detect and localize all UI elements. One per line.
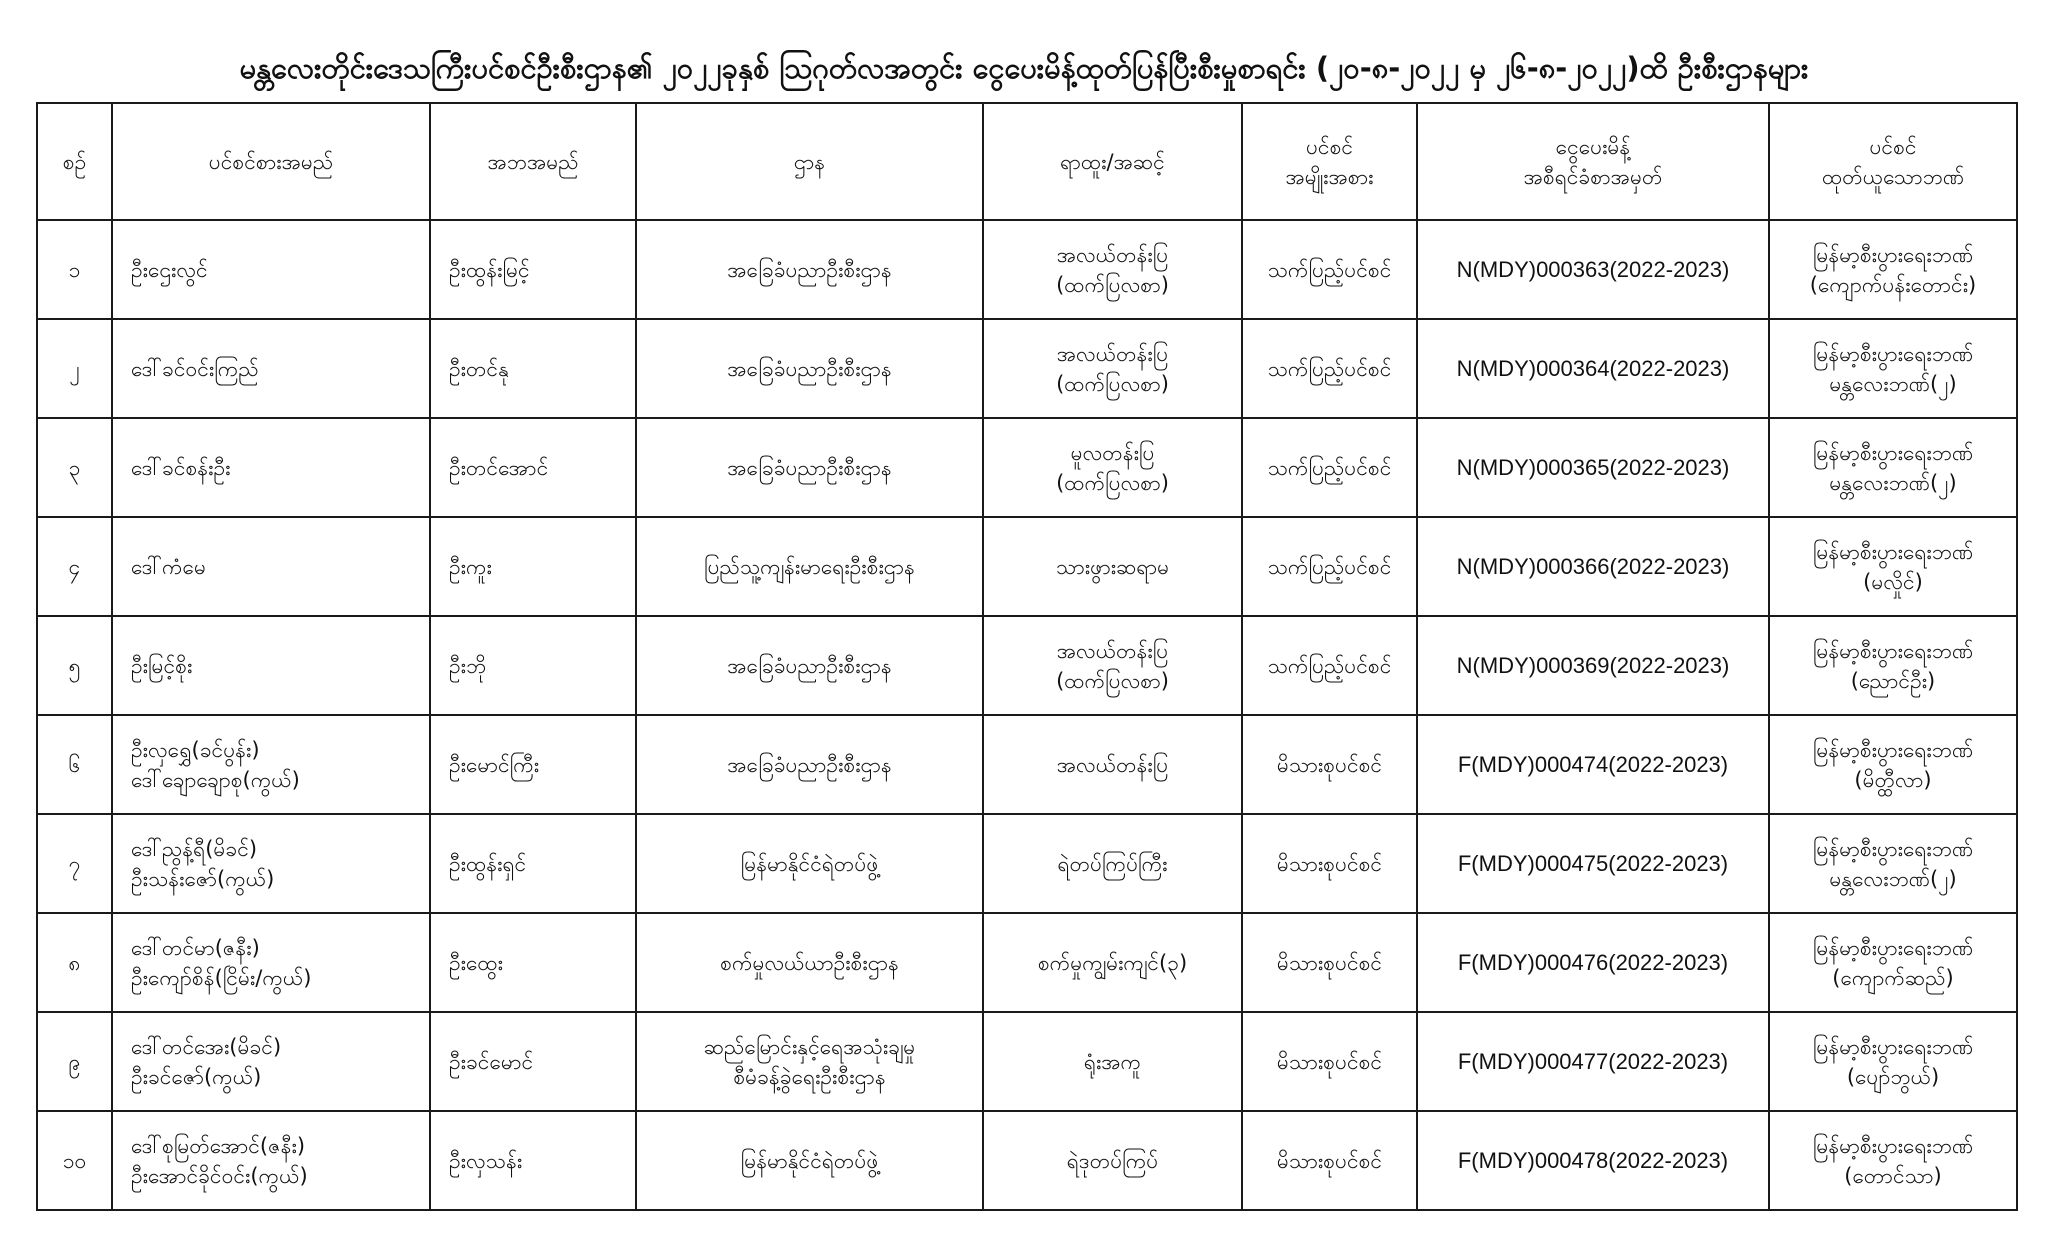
bank-name: မြန်မာ့စီးပွားရေးဘဏ် — [1812, 341, 1974, 366]
cell-order-no: F(MDY)000477(2022-2023) — [1417, 1012, 1769, 1111]
cell-order-no: N(MDY)000369(2022-2023) — [1417, 616, 1769, 715]
pensioner-name: ဦးလှရွှေ(ခင်ပွန်း) — [131, 737, 260, 762]
rank-line-1: ရဲဒုတပ်ကြပ် — [1066, 1148, 1159, 1173]
header-order-no — [1417, 103, 1769, 220]
cell-no: ၈ — [37, 913, 112, 1012]
cell-order-no: F(MDY)000478(2022-2023) — [1417, 1111, 1769, 1210]
cell-department — [636, 517, 983, 616]
cell-order-no: N(MDY)000363(2022-2023) — [1417, 220, 1769, 319]
department-line-1: အခြေခံပညာဦးစီးဌာန — [727, 455, 892, 480]
cell-no: ၂ — [37, 319, 112, 418]
department-line-1: မြန်မာနိုင်ငံရဲတပ်ဖွဲ့ — [740, 851, 879, 876]
pensioner-name: ဒေါ်စုမြတ်အောင်(ဇနီး) — [131, 1133, 306, 1158]
cell-bank — [1769, 616, 2017, 715]
pensioner-name: ဒေါ်ညွန့်ရီ(မိခင်) — [131, 836, 258, 861]
bank-branch: (ကျောက်ဆည်) — [1832, 965, 1954, 990]
cell-pensioner — [112, 814, 430, 913]
rank-line-1: အလယ်တန်းပြ — [1056, 638, 1169, 663]
pensioner-name: ဒေါ်တင်အေး(မိခင်) — [131, 1034, 282, 1059]
cell-bank — [1769, 814, 2017, 913]
rank-line-2: (ထက်ပြလစာ) — [1056, 371, 1169, 396]
header-pension-type — [1242, 103, 1417, 220]
rank-line-2: (ထက်ပြလစာ) — [1056, 272, 1169, 297]
cell-rank — [983, 517, 1242, 616]
cell-department — [636, 814, 983, 913]
cell-pensioner — [112, 616, 430, 715]
page-title: မန္တလေးတိုင်းဒေသကြီးပင်စင်ဦးစီးဌာန၏ ၂၀၂၂ခုနှစ် ဩဂုတ်လအတွင်း ငွေပေးမိန့်ထုတ်ပြန်ပြီးစီးမှုစာရင်း (၂၀-၈-၂၀၂၂ မှ ၂၆-၈-၂၀၂၂)ထိ ဦးစီးဌာနများ — [239, 51, 1809, 85]
bank-name: မြန်မာ့စီးပွားရေးဘဏ် — [1812, 539, 1974, 564]
table-row — [37, 616, 2017, 715]
cell-department — [636, 913, 983, 1012]
pensioner-deceased-name: ဒေါ်ချောချောစု(ကွယ်) — [131, 767, 300, 792]
cell-rank — [983, 220, 1242, 319]
cell-bank — [1769, 517, 2017, 616]
table-row — [37, 814, 2017, 913]
bank-branch: (မိတ္ထီလာ) — [1854, 767, 1932, 792]
cell-no: ၃ — [37, 418, 112, 517]
bank-name: မြန်မာ့စီးပွားရေးဘဏ် — [1812, 1034, 1974, 1059]
rank-line-1: မူလတန်းပြ — [1070, 440, 1155, 465]
header-order-no-line-1: ငွေပေးမိန့် — [1555, 134, 1631, 159]
bank-branch: မန္တလေးဘဏ်(၂) — [1829, 470, 1957, 495]
cell-no: ၉ — [37, 1012, 112, 1111]
header-rank: ရာထူး/အဆင့် — [983, 103, 1242, 220]
rank-line-1: အလယ်တန်းပြ — [1056, 341, 1169, 366]
cell-pension-type: မိသားစုပင်စင် — [1242, 814, 1417, 913]
cell-order-no: F(MDY)000475(2022-2023) — [1417, 814, 1769, 913]
header-pensioner: ပင်စင်စားအမည် — [112, 103, 430, 220]
cell-bank — [1769, 715, 2017, 814]
table-row — [37, 418, 2017, 517]
header-no: စဉ် — [37, 103, 112, 220]
department-line-1: စက်မှုလယ်ယာဦးစီးဌာန — [720, 950, 899, 975]
cell-pensioner — [112, 715, 430, 814]
department-line-1: ပြည်သူ့ကျန်းမာရေးဦးစီးဌာန — [704, 554, 915, 579]
cell-order-no: N(MDY)000364(2022-2023) — [1417, 319, 1769, 418]
department-line-1: အခြေခံပညာဦးစီးဌာန — [727, 752, 892, 777]
cell-pensioner — [112, 517, 430, 616]
cell-pensioner — [112, 1111, 430, 1210]
bank-branch: (ပျော်ဘွယ်) — [1846, 1064, 1940, 1089]
department-line-2: စီမံခန့်ခွဲရေးဦးစီးဌာန — [733, 1064, 886, 1089]
cell-father: ဦးတင်အောင် — [430, 418, 636, 517]
cell-department — [636, 616, 983, 715]
cell-father: ဦးတင်နု — [430, 319, 636, 418]
cell-department — [636, 1111, 983, 1210]
pensioner-name: ဦးဌေးလွင် — [131, 257, 208, 282]
pensioner-deceased-name: ဦးအောင်ခိုင်ဝင်း(ကွယ်) — [131, 1163, 308, 1188]
table-header-row — [37, 103, 2017, 220]
header-bank-line-1: ပင်စင် — [1869, 134, 1917, 159]
header-order-no-line-2: အစီရင်ခံစာအမှတ် — [1523, 164, 1663, 189]
header-pension-type-line-1: ပင်စင် — [1305, 134, 1354, 159]
table-row — [37, 1012, 2017, 1111]
cell-order-no: F(MDY)000474(2022-2023) — [1417, 715, 1769, 814]
cell-rank — [983, 913, 1242, 1012]
pensioner-name: ဒေါ်ခင်စန်းဦး — [131, 455, 231, 480]
rank-line-1: ရုံးအကူ — [1083, 1049, 1142, 1074]
bank-name: မြန်မာ့စီးပွားရေးဘဏ် — [1812, 1133, 1974, 1158]
pensioner-deceased-name: ဦးခင်ဇော်(ကွယ်) — [131, 1064, 262, 1089]
cell-pensioner — [112, 913, 430, 1012]
cell-bank — [1769, 1012, 2017, 1111]
cell-bank — [1769, 913, 2017, 1012]
cell-father: ဦးထွေး — [430, 913, 636, 1012]
cell-department — [636, 319, 983, 418]
header-father: အဘအမည် — [430, 103, 636, 220]
cell-department — [636, 220, 983, 319]
cell-father: ဦးမောင်ကြီး — [430, 715, 636, 814]
cell-order-no: N(MDY)000365(2022-2023) — [1417, 418, 1769, 517]
pensioner-name: ဒေါ်တင်မာ(ဇနီး) — [131, 935, 260, 960]
pensioner-name: ဒေါ်ကံမေ — [131, 554, 206, 579]
bank-name: မြန်မာ့စီးပွားရေးဘဏ် — [1812, 638, 1974, 663]
cell-no: ၁၀ — [37, 1111, 112, 1210]
rank-line-1: အလယ်တန်းပြ — [1056, 242, 1169, 267]
department-line-1: အခြေခံပညာဦးစီးဌာန — [727, 356, 892, 381]
cell-pension-type: မိသားစုပင်စင် — [1242, 1012, 1417, 1111]
cell-pensioner — [112, 1012, 430, 1111]
table-body — [37, 220, 2017, 1210]
rank-line-1: အလယ်တန်းပြ — [1056, 752, 1169, 777]
cell-order-no: F(MDY)000476(2022-2023) — [1417, 913, 1769, 1012]
cell-bank — [1769, 418, 2017, 517]
table-row — [37, 1111, 2017, 1210]
cell-rank — [983, 616, 1242, 715]
cell-rank — [983, 418, 1242, 517]
rank-line-1: ရဲတပ်ကြပ်ကြီး — [1057, 851, 1168, 876]
pensioner-deceased-name: ဦးသန်းဇော်(ကွယ်) — [131, 866, 275, 891]
bank-branch: (တောင်သာ) — [1844, 1163, 1942, 1188]
cell-pension-type: သက်ပြည့်ပင်စင် — [1242, 616, 1417, 715]
cell-no: ၅ — [37, 616, 112, 715]
cell-rank — [983, 319, 1242, 418]
cell-order-no: N(MDY)000366(2022-2023) — [1417, 517, 1769, 616]
cell-pensioner — [112, 418, 430, 517]
cell-department — [636, 418, 983, 517]
department-line-1: မြန်မာနိုင်ငံရဲတပ်ဖွဲ့ — [740, 1148, 879, 1173]
header-pension-type-line-2: အမျိုးအစား — [1285, 164, 1374, 189]
bank-name: မြန်မာ့စီးပွားရေးဘဏ် — [1812, 440, 1974, 465]
cell-bank — [1769, 319, 2017, 418]
bank-branch: (ညောင်ဦး) — [1850, 668, 1936, 693]
table-row — [37, 220, 2017, 319]
cell-no: ၄ — [37, 517, 112, 616]
cell-rank — [983, 1111, 1242, 1210]
cell-father: ဦးခင်မောင် — [430, 1012, 636, 1111]
header-bank-line-2: ထုတ်ယူသောဘဏ် — [1821, 164, 1965, 189]
pensioner-name: ဦးမြင့်စိုး — [131, 653, 193, 678]
table-row — [37, 913, 2017, 1012]
bank-branch: မန္တလေးဘဏ်(၂) — [1829, 371, 1957, 396]
bank-branch: (ကျောက်ပန်းတောင်း) — [1809, 272, 1977, 297]
cell-no: ၁ — [37, 220, 112, 319]
bank-branch: (မလှိုင်) — [1863, 569, 1923, 594]
bank-name: မြန်မာ့စီးပွားရေးဘဏ် — [1812, 935, 1974, 960]
cell-pension-type: မိသားစုပင်စင် — [1242, 715, 1417, 814]
department-line-1: အခြေခံပညာဦးစီးဌာန — [727, 653, 892, 678]
bank-name: မြန်မာ့စီးပွားရေးဘဏ် — [1812, 242, 1974, 267]
cell-pension-type: သက်ပြည့်ပင်စင် — [1242, 517, 1417, 616]
cell-no: ၇ — [37, 814, 112, 913]
cell-pension-type: သက်ပြည့်ပင်စင် — [1242, 418, 1417, 517]
cell-pension-type: မိသားစုပင်စင် — [1242, 913, 1417, 1012]
table-row — [37, 319, 2017, 418]
cell-rank — [983, 814, 1242, 913]
cell-pension-type: သက်ပြည့်ပင်စင် — [1242, 220, 1417, 319]
cell-bank — [1769, 1111, 2017, 1210]
cell-father: ဦးထွန်းမြင့် — [430, 220, 636, 319]
header-bank — [1769, 103, 2017, 220]
bank-name: မြန်မာ့စီးပွားရေးဘဏ် — [1812, 737, 1974, 762]
cell-pensioner — [112, 319, 430, 418]
cell-pensioner — [112, 220, 430, 319]
rank-line-1: သားဖွားဆရာမ — [1055, 554, 1170, 579]
department-line-1: အခြေခံပညာဦးစီးဌာန — [727, 257, 892, 282]
rank-line-1: စက်မှုကျွမ်းကျင်(၃) — [1037, 950, 1188, 975]
cell-rank — [983, 1012, 1242, 1111]
department-line-1: ဆည်မြောင်းနှင့်ရေအသုံးချမှု — [703, 1034, 916, 1059]
cell-bank — [1769, 220, 2017, 319]
table-row — [37, 517, 2017, 616]
rank-line-2: (ထက်ပြလစာ) — [1056, 470, 1169, 495]
pension-table — [36, 102, 2018, 1211]
cell-department — [636, 1012, 983, 1111]
cell-pension-type: သက်ပြည့်ပင်စင် — [1242, 319, 1417, 418]
header-department: ဌာန — [636, 103, 983, 220]
cell-father: ဦးလှသန်း — [430, 1111, 636, 1210]
cell-father: ဦးကူး — [430, 517, 636, 616]
cell-no: ၆ — [37, 715, 112, 814]
bank-branch: မန္တလေးဘဏ်(၂) — [1829, 866, 1957, 891]
cell-pension-type: မိသားစုပင်စင် — [1242, 1111, 1417, 1210]
bank-name: မြန်မာ့စီးပွားရေးဘဏ် — [1812, 836, 1974, 861]
cell-father: ဦးဘို — [430, 616, 636, 715]
pensioner-deceased-name: ဦးကျော်စိန်(ငြိမ်း/ကွယ်) — [131, 965, 312, 990]
table-row — [37, 715, 2017, 814]
pensioner-name: ဒေါ်ခင်ဝင်းကြည် — [131, 356, 259, 381]
rank-line-2: (ထက်ပြလစာ) — [1056, 668, 1169, 693]
cell-father: ဦးထွန်းရှင် — [430, 814, 636, 913]
cell-department — [636, 715, 983, 814]
cell-rank — [983, 715, 1242, 814]
